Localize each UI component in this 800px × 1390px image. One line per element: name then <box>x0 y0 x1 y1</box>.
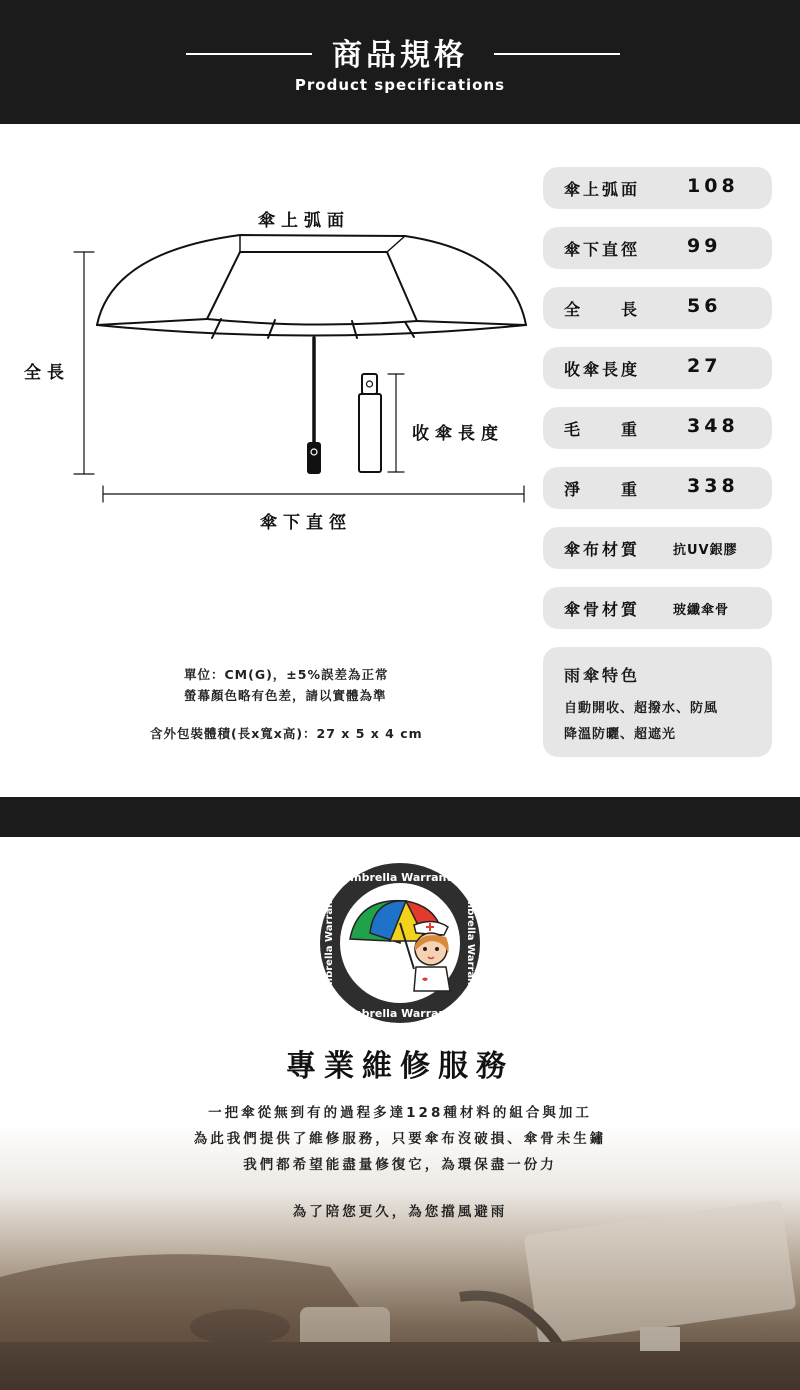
logo-ring-text-right: Umbrella Warranty <box>465 889 476 997</box>
page-subtitle: Product specifications <box>294 76 506 94</box>
spec-value: 338 <box>687 475 739 497</box>
service-text-line-3: 我們都希望能盡量修復它，為環保盡一份力 <box>243 1157 557 1173</box>
umbrella-diagram <box>0 124 540 544</box>
spec-label: 收傘長度 <box>564 360 641 379</box>
spec-label: 傘上弧面 <box>564 180 641 199</box>
service-text-line-1: 一把傘從無到有的過程多達128種材料的組合與加工 <box>208 1105 592 1121</box>
features-line-2: 降溫防曬、超遮光 <box>564 727 677 742</box>
note-package: 含外包裝體積(長x寬x高)：27 x 5 x 4 cm <box>150 726 423 741</box>
umbrella-warranty-logo <box>318 861 482 1025</box>
title-rule-left <box>186 53 312 55</box>
spec-full-length <box>543 287 772 329</box>
page-header <box>0 0 800 124</box>
service-text-line-4: 為了陪您更久，為您擋風避雨 <box>292 1204 508 1220</box>
spec-label: 傘下直徑 <box>564 240 641 259</box>
spec-label: 毛 重 <box>564 420 641 439</box>
spec-label: 傘骨材質 <box>564 600 641 619</box>
spec-value: 玻纖傘骨 <box>673 603 730 618</box>
spec-value: 抗UV銀膠 <box>673 543 738 558</box>
spec-fabric-material <box>543 527 772 569</box>
spec-top-arc <box>543 167 772 209</box>
spec-label: 全 長 <box>564 300 641 319</box>
service-text-line-2: 為此我們提供了維修服務，只要傘布沒破損、傘骨未生鏽 <box>193 1131 607 1147</box>
logo-ring-text-bottom: Umbrella Warranty <box>341 1007 459 1020</box>
spec-value: 27 <box>687 355 722 377</box>
spec-rib-material <box>543 587 772 629</box>
spec-value: 56 <box>687 295 722 317</box>
repair-service-section <box>0 837 800 1390</box>
note-unit: 單位：CM(G)，±5%誤差為正常 <box>184 667 389 682</box>
service-title: 專業維修服務 <box>286 1049 514 1084</box>
spec-gross-weight <box>543 407 772 449</box>
umbrella-drawing <box>0 124 540 544</box>
nurse-character-icon <box>414 921 450 991</box>
spec-value: 108 <box>687 175 739 197</box>
features-card <box>543 647 772 757</box>
logo-ring-text-left: Umbrella Warranty <box>324 889 335 997</box>
umbrella-handle <box>307 442 321 474</box>
features-line-1: 自動開收、超撥水、防風 <box>564 701 719 716</box>
page-title: 商品規格 <box>332 38 468 73</box>
spec-label: 淨 重 <box>564 480 641 499</box>
section-divider <box>0 797 800 837</box>
features-title: 雨傘特色 <box>564 666 641 685</box>
label-bottom-diameter: 傘下直徑 <box>260 513 352 533</box>
title-rule-right <box>494 53 620 55</box>
spec-bottom-diameter <box>543 227 772 269</box>
spec-value: 99 <box>687 235 722 257</box>
label-full-length: 全長 <box>24 363 70 383</box>
spec-net-weight <box>543 467 772 509</box>
spec-label: 傘布材質 <box>564 540 641 559</box>
logo-ring-text-top: Umbrella Warranty <box>341 871 459 884</box>
label-folded-length: 收傘長度 <box>412 424 504 444</box>
note-color: 螢幕顏色略有色差，請以實體為準 <box>184 688 387 703</box>
label-top-arc: 傘上弧面 <box>258 211 350 231</box>
spec-value: 348 <box>687 415 739 437</box>
spec-folded-length <box>543 347 772 389</box>
